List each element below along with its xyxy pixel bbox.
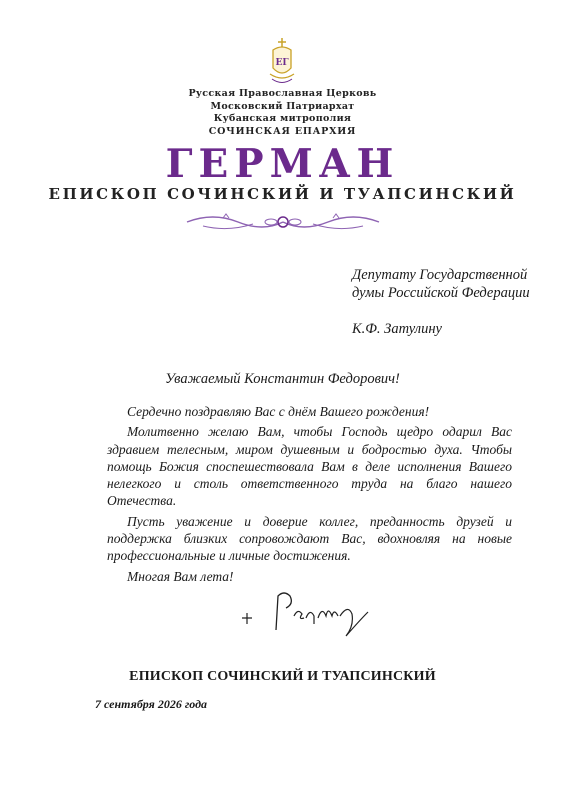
patriarchate-line: Московский Патриархат xyxy=(210,100,355,112)
letterhead-text xyxy=(0,88,565,138)
handwritten-signature xyxy=(236,586,376,642)
addressee-line-2: думы Российской Федерации xyxy=(352,285,530,301)
church-line: Русская Православная Церковь xyxy=(188,88,377,99)
body-paragraph: Многая Вам лета! xyxy=(127,568,234,584)
metropolis-line: Кубанская митрополия xyxy=(213,113,352,124)
body-paragraph: Пусть уважение и доверие коллег, преданность друзей и поддержка близких сопровождают Вас, вдохновляя на новые профессиональные и личные достижения. xyxy=(107,513,512,564)
signatory-title: ЕПИСКОП СОЧИНСКИЙ И ТУАПСИНСКИЙ xyxy=(129,669,436,684)
svg-text:ЕГ: ЕГ xyxy=(275,58,289,68)
letter-date: 7 сентября 2026 года xyxy=(95,697,208,711)
addressee-block xyxy=(352,266,552,338)
body-paragraph: Сердечно поздравляю Вас с днём Вашего рождения! xyxy=(127,404,430,419)
eparchy-line: СОЧИНСКАЯ ЕПАРХИЯ xyxy=(208,125,357,137)
bishop-name: ГЕРМАН xyxy=(165,141,400,187)
greeting: Уважаемый Константин Федорович! xyxy=(165,371,400,387)
body-paragraph: Молитвенно желаю Вам, чтобы Господь щедро одарил Вас здравием телесным, миром душевным и бодростью духа. Чтобы помощь Божия споспешествовала Вам в деле исполнения Вашего нелегкого и столь ответственного труда на благо нашего Отечества. xyxy=(107,424,512,509)
letter-body xyxy=(107,403,512,588)
eparchy-emblem-icon xyxy=(264,38,300,88)
bishop-title: ЕПИСКОП СОЧИНСКИЙ И ТУАПСИНСКИЙ xyxy=(48,185,517,203)
ornament-divider-icon xyxy=(183,208,383,234)
addressee-line-1: Депутату Государственной xyxy=(352,267,528,283)
recipient-name: К.Ф. Затулину xyxy=(352,321,442,337)
